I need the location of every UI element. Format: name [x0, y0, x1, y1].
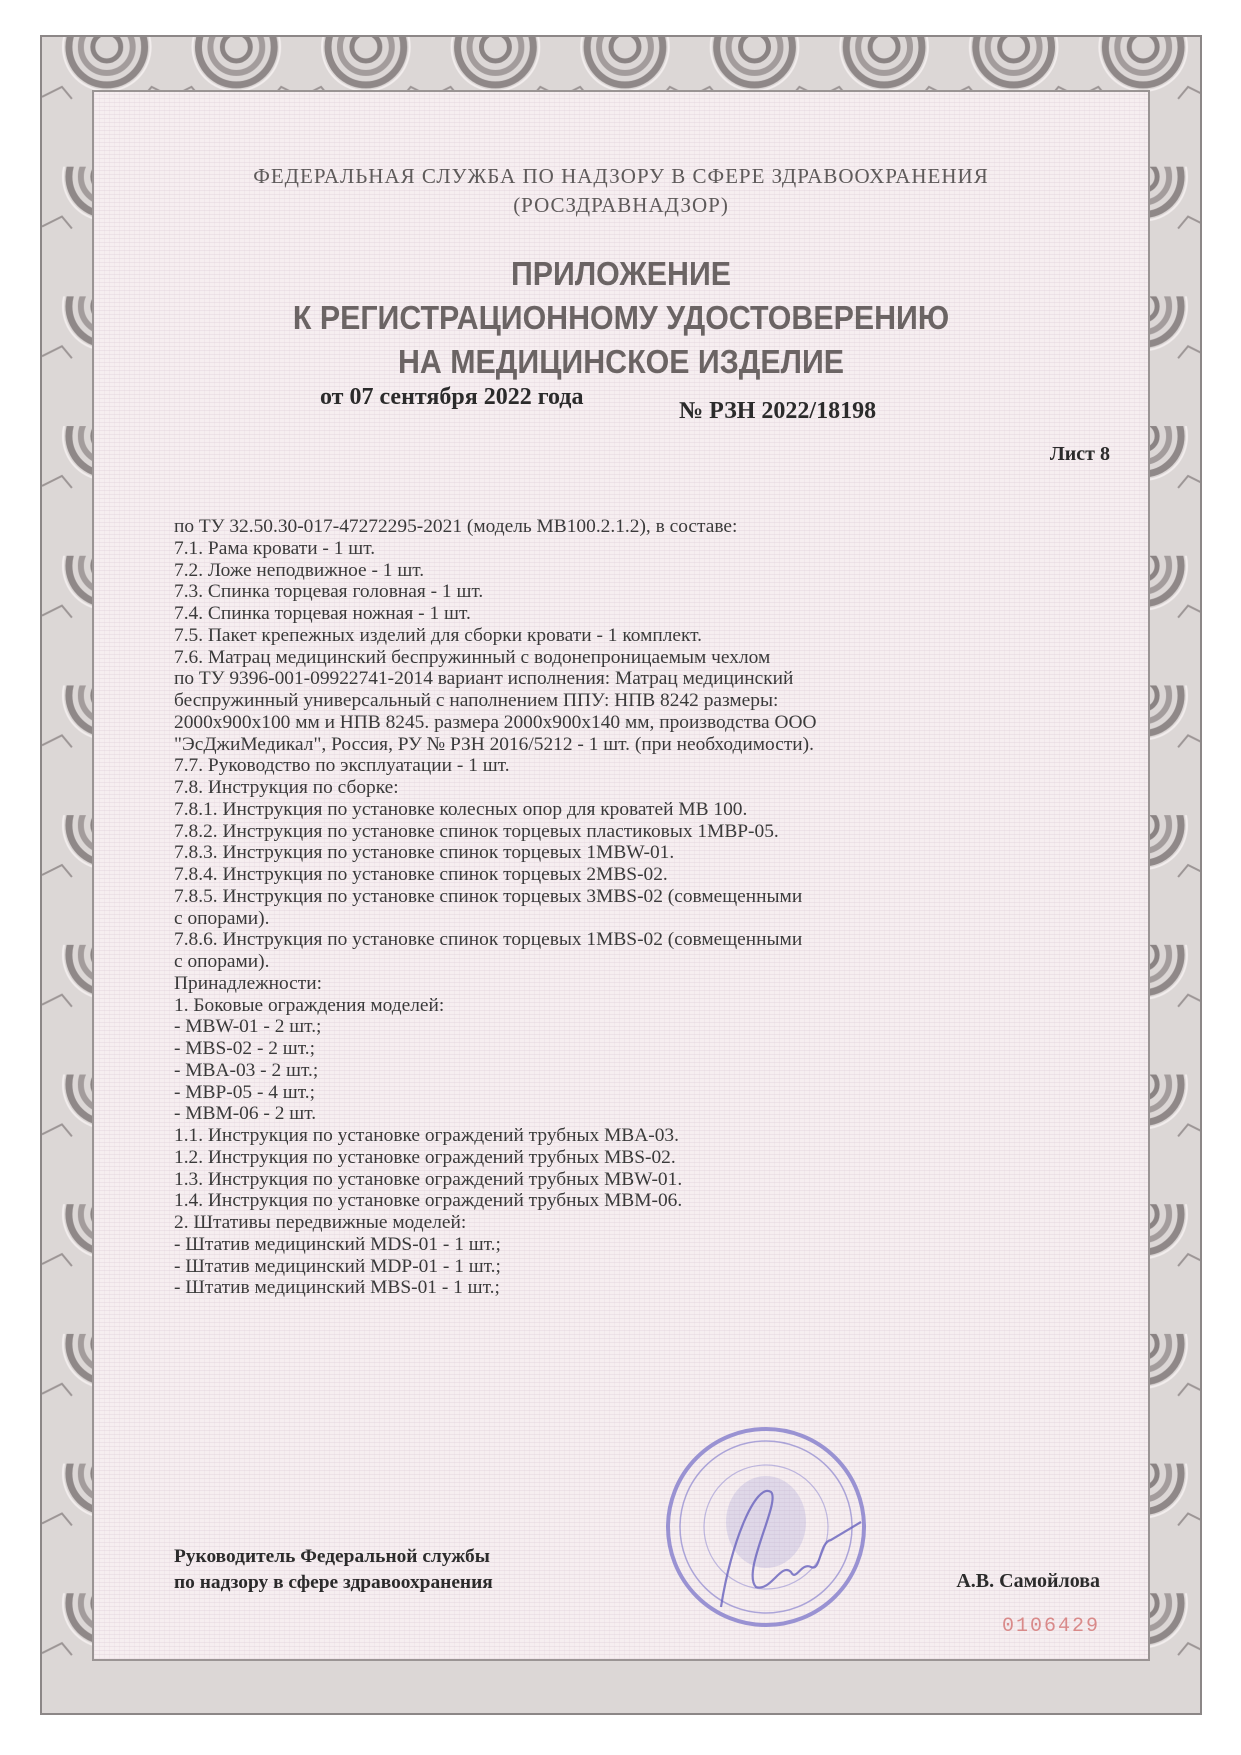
body-line: 1. Боковые ограждения моделей: — [174, 994, 445, 1016]
body-line: 7.6. Матрац медицинский беспружинный с водонепроницаемым чехлом — [174, 646, 771, 668]
body-line: беспружинный универсальный с наполнением ППУ: НПВ 8242 размеры: — [174, 690, 779, 711]
body-line: 1.2. Инструкция по установке ограждений трубных MBS-02. — [174, 1146, 676, 1168]
body-line: 7.5. Пакет крепежных изделий для сборки кровати - 1 комплект. — [174, 624, 703, 646]
body-line: по ТУ 32.50.30-017-47272295-2021 (модель MB100.2.1.2), в составе: — [174, 516, 738, 537]
body-line: 7.7. Руководство по эксплуатации - 1 шт. — [174, 755, 510, 777]
document-body — [174, 516, 964, 1299]
certificate-border — [40, 35, 1202, 1715]
signer-name: А.В. Самойлова — [956, 1570, 1100, 1592]
body-line: с опорами). — [174, 951, 270, 972]
agency-abbreviation: (РОСЗДРАВНАДЗОР) — [513, 193, 729, 217]
body-line: 7.3. Спинка торцевая головная - 1 шт. — [174, 581, 484, 603]
title-line-2: К РЕГИСТРАЦИОННОМУ УДОСТОВЕРЕНИЮ — [292, 299, 950, 336]
body-line: 2. Штативы передвижные моделей: — [174, 1212, 467, 1233]
registration-number: № РЗН 2022/18198 — [679, 398, 877, 424]
signer-title-line-1: Руководитель Федеральной службы — [174, 1546, 490, 1567]
body-line: - Штатив медицинский MBS-01 - 1 шт.; — [174, 1277, 500, 1299]
body-line: 7.2. Ложе неподвижное - 1 шт. — [174, 559, 425, 581]
body-line: 2000х900х100 мм и НПВ 8245. размера 2000х900х140 мм, производства ООО — [174, 711, 817, 733]
body-line: "ЭсДжиМедикал", Россия, РУ № РЗН 2016/5212 - 1 шт. (при необходимости). — [174, 733, 814, 755]
body-line: 1.4. Инструкция по установке ограждений трубных MBM-06. — [174, 1190, 683, 1212]
body-line: 7.8.1. Инструкция по установке колесных опор для кроватей MB 100. — [174, 798, 748, 820]
body-line: Принадлежности: — [174, 972, 323, 994]
body-line: 7.1. Рама кровати - 1 шт. — [174, 537, 376, 559]
body-line: 1.3. Инструкция по установке ограждений трубных MBW-01. — [174, 1168, 683, 1190]
document-title — [136, 252, 1106, 384]
agency-name: ФЕДЕРАЛЬНАЯ СЛУЖБА ПО НАДЗОРУ В СФЕРЕ ЗДРАВООХРАНЕНИЯ — [253, 164, 989, 188]
body-line: 1.1. Инструкция по установке ограждений трубных MBA-03. — [174, 1125, 679, 1146]
sheet-number: Лист 8 — [1049, 443, 1110, 465]
official-seal-stamp — [661, 1422, 871, 1632]
body-line: 7.8.4. Инструкция по установке спинок торцевых 2MBS-02. — [174, 864, 668, 885]
signer-title-line-2: по надзору в сфере здравоохранения — [174, 1572, 493, 1593]
body-line: 7.8.6. Инструкция по установке спинок торцевых 1MBS-02 (совмещенными — [174, 929, 803, 951]
body-line: с опорами). — [174, 907, 270, 929]
body-line: - MBA-03 - 2 шт.; — [174, 1059, 319, 1081]
certificate-paper — [92, 90, 1150, 1661]
title-line-1: ПРИЛОЖЕНИЕ — [510, 255, 732, 292]
body-line: по ТУ 9396-001-09922741-2014 вариант исполнения: Матрац медицинский — [174, 668, 794, 690]
signer-title — [174, 1544, 493, 1596]
body-line: - MBS-02 - 2 шт.; — [174, 1038, 315, 1059]
body-line: 7.8.2. Инструкция по установке спинок торцевых пластиковых 1MBP-05. — [174, 820, 779, 842]
body-line: - Штатив медицинский MDS-01 - 1 шт.; — [174, 1233, 501, 1255]
body-line: 7.4. Спинка торцевая ножная - 1 шт. — [174, 603, 471, 624]
body-line: - MBP-05 - 4 шт.; — [174, 1081, 315, 1103]
body-line: 7.8.5. Инструкция по установке спинок торцевых 3MBS-02 (совмещенными — [174, 885, 803, 907]
agency-header — [94, 162, 1148, 220]
issue-date: от 07 сентября 2022 года — [320, 384, 584, 410]
body-line: 7.8.3. Инструкция по установке спинок торцевых 1MBW-01. — [174, 842, 675, 864]
serial-number: 0106429 — [1001, 1615, 1100, 1638]
body-line: - MBW-01 - 2 шт.; — [174, 1016, 322, 1038]
body-line: 7.8. Инструкция по сборке: — [174, 777, 399, 798]
body-line: - MBM-06 - 2 шт. — [174, 1103, 317, 1125]
body-line: - Штатив медицинский MDP-01 - 1 шт.; — [174, 1255, 501, 1277]
title-line-3: НА МЕДИЦИНСКОЕ ИЗДЕЛИЕ — [397, 343, 845, 380]
